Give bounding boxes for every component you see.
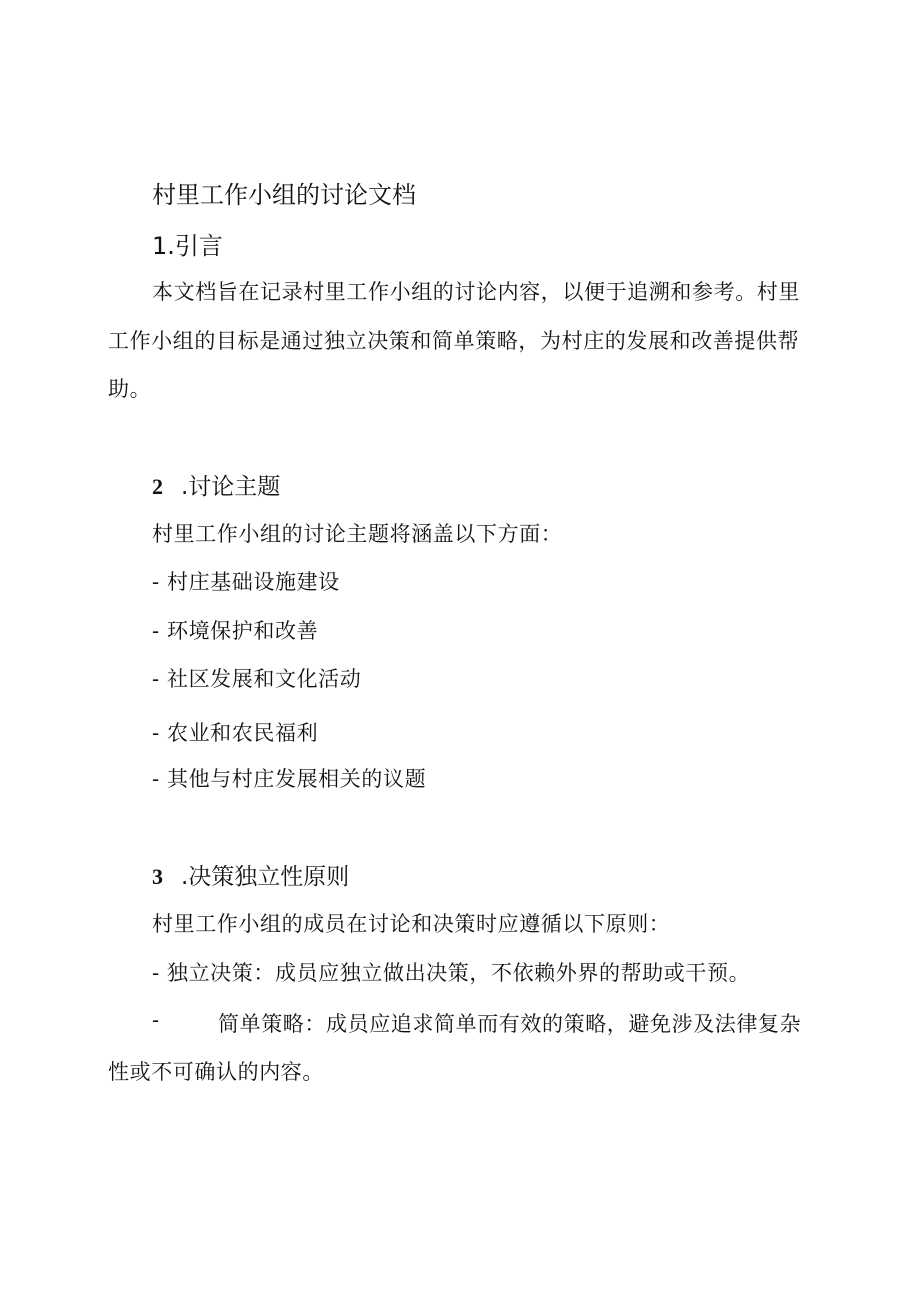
list-item-dash: -: [152, 1008, 160, 1032]
list-item: - 农业和农民福利: [152, 721, 319, 745]
intro-paragraph-line: 本文档旨在记录村里工作小组的讨论内容，以便于追溯和参考。村里: [152, 280, 800, 304]
list-item: - 社区发展和文化活动: [152, 667, 362, 691]
list-item-continuation: 性或不可确认的内容。: [108, 1060, 324, 1084]
list-item: - 环境保护和改善: [152, 619, 319, 643]
intro-paragraph-line: 工作小组的目标是通过独立决策和简单策略，为村庄的发展和改善提供帮: [108, 329, 800, 353]
principles-heading: [152, 858, 349, 891]
list-item: - 其他与村庄发展相关的议题: [152, 767, 427, 791]
list-item: 简单策略：成员应追求简单而有效的策略，避免涉及法律复杂: [218, 1012, 802, 1036]
section-title: .决策独立性原则: [181, 864, 350, 890]
intro-heading: 1.引言: [152, 232, 223, 260]
topics-heading: [152, 468, 280, 501]
list-item: - 独立决策：成员应独立做出决策，不依赖外界的帮助或干预。: [152, 961, 751, 985]
section-number: 2: [152, 474, 163, 499]
intro-paragraph-line: 助。: [108, 377, 152, 401]
section-title: .讨论主题: [181, 474, 281, 500]
topics-lead: 村里工作小组的讨论主题将涵盖以下方面：: [152, 522, 563, 546]
document-title: 村里工作小组的讨论文档: [152, 181, 416, 209]
section-number: 3: [152, 864, 163, 889]
list-item: - 村庄基础设施建设: [152, 570, 340, 594]
principles-lead: 村里工作小组的成员在讨论和决策时应遵循以下原则：: [152, 912, 671, 936]
